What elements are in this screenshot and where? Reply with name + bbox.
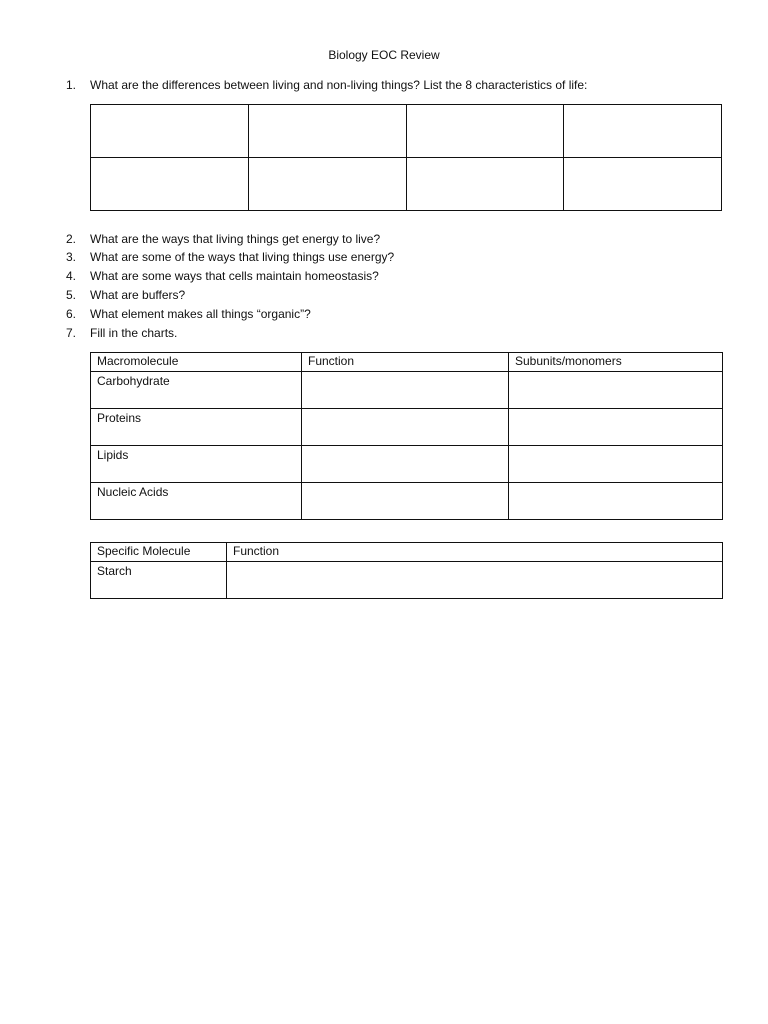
table-row [91,372,723,409]
answer-cell[interactable] [91,158,249,211]
row-label-nucleic-acids: Nucleic Acids [91,483,302,520]
row-label-starch: Starch [91,562,227,599]
table-row [91,409,723,446]
question-3 [66,250,394,264]
column-header-specific-molecule: Specific Molecule [91,543,227,562]
row-label-lipids: Lipids [91,446,302,483]
macromolecule-table [90,352,723,520]
question-text: Fill in the charts. [90,326,178,340]
characteristics-of-life-table [90,104,722,211]
answer-cell[interactable] [509,372,723,409]
question-7 [66,326,177,340]
question-6 [66,307,311,321]
question-number: 5. [66,288,77,302]
question-text: What are buffers? [90,288,186,302]
row-label-proteins: Proteins [91,409,302,446]
question-2 [66,232,380,246]
answer-cell[interactable] [227,562,723,599]
answer-cell[interactable] [509,446,723,483]
question-text: What are some ways that cells maintain homeostasis? [90,269,379,283]
answer-cell[interactable] [509,483,723,520]
question-text: What are the ways that living things get energy to live? [90,232,381,246]
answer-cell[interactable] [564,158,722,211]
table-row [91,105,722,158]
answer-cell[interactable] [564,105,722,158]
question-text: What are the differences between living and non-living things? List the 8 characteristics of life: [90,78,588,92]
table-row [91,562,723,599]
table-row [91,483,723,520]
question-1 [66,78,587,92]
answer-cell[interactable] [91,105,249,158]
question-number: 1. [66,78,77,92]
question-text: What element makes all things “organic”? [90,307,311,321]
table-row [91,446,723,483]
answer-cell[interactable] [509,409,723,446]
question-number: 4. [66,269,77,283]
table-row [91,158,722,211]
table-header-row [91,353,723,372]
question-number: 6. [66,307,77,321]
column-header-macromolecule: Macromolecule [91,353,302,372]
page-title: Biology EOC Review [328,48,440,62]
table-header-row [91,543,723,562]
answer-cell[interactable] [248,158,406,211]
question-5 [66,288,185,302]
answer-cell[interactable] [406,158,564,211]
question-number: 7. [66,326,77,340]
column-header-subunits: Subunits/monomers [509,353,723,372]
row-label-carbohydrate: Carbohydrate [91,372,302,409]
specific-molecule-table [90,542,723,599]
answer-cell[interactable] [302,483,509,520]
answer-cell[interactable] [302,446,509,483]
column-header-function: Function [302,353,509,372]
column-header-function: Function [227,543,723,562]
answer-cell[interactable] [248,105,406,158]
question-text: What are some of the ways that living things use energy? [90,250,395,264]
question-number: 3. [66,250,77,264]
answer-cell[interactable] [406,105,564,158]
question-number: 2. [66,232,77,246]
answer-cell[interactable] [302,409,509,446]
question-4 [66,269,379,283]
answer-cell[interactable] [302,372,509,409]
